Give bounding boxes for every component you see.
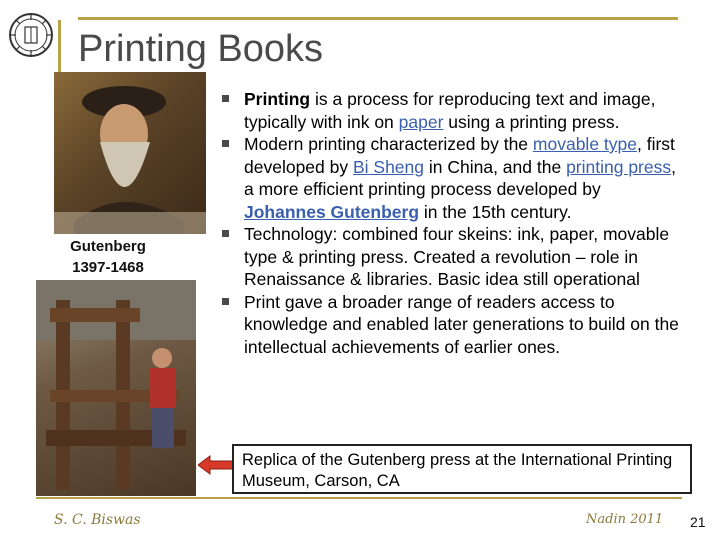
bullet-modern-printing [214, 133, 684, 223]
square-bullet-icon [222, 230, 229, 237]
bullet-text [244, 89, 655, 132]
bullet-text [244, 134, 676, 222]
link-printing-press[interactable]: printing press [566, 156, 672, 177]
gutenberg-press-replica-photo [36, 280, 196, 496]
text-span: , first developed by [244, 134, 675, 177]
text-span: using a printing press. [443, 111, 620, 132]
portrait-caption-name: Gutenberg [70, 238, 146, 255]
bullet-broader-access [214, 291, 684, 359]
replica-caption-box: Replica of the Gutenberg press at the International Printing Museum, Carson, CA [232, 444, 692, 494]
link-bi-sheng[interactable]: Bi Sheng [352, 156, 425, 177]
link-movable-type[interactable]: movable type [532, 134, 637, 154]
portrait-caption [48, 236, 168, 278]
footer-right-text: Nadin 2011 [586, 512, 664, 527]
bullet-text: Technology: combined four skeins: ink, paper, movable type & printing press. Created a revolution – role in Renaissance & libraries. Basic idea still operational [244, 224, 670, 289]
text-span: , a more efficient printing process developed by [244, 156, 676, 199]
footer-author: S. C. Biswas [54, 512, 141, 528]
link-paper[interactable]: paper [398, 111, 444, 132]
page-number: 21 [690, 514, 706, 530]
square-bullet-icon [222, 95, 229, 102]
bullet-text: Print gave a broader range of readers access to knowledge and enabled later generations to build on the intellectual achievements of earlier ones. [244, 291, 679, 357]
university-seal-icon [8, 12, 54, 58]
bullet-list [214, 88, 684, 358]
top-rule [78, 17, 678, 20]
bottom-rule [36, 497, 682, 499]
square-bullet-icon [222, 298, 229, 305]
text-span: in the 15th century. [419, 201, 572, 222]
page-title: Printing Books [78, 28, 324, 70]
gutenberg-portrait-image [54, 72, 206, 234]
left-rule [58, 20, 61, 72]
term-printing: Printing [244, 89, 311, 109]
link-johannes-gutenberg[interactable]: Johannes Gutenberg [244, 201, 420, 222]
square-bullet-icon [222, 140, 229, 147]
text-span: is a process for reproducing text and image, typically with ink on [244, 89, 656, 132]
text-span: in China, and the [424, 156, 567, 177]
bullet-printing-definition [214, 88, 684, 133]
left-arrow-icon [198, 455, 234, 475]
portrait-caption-years: 1397-1468 [72, 259, 144, 276]
text-span: Modern printing characterized by the [244, 134, 533, 154]
bullet-technology [214, 223, 684, 291]
